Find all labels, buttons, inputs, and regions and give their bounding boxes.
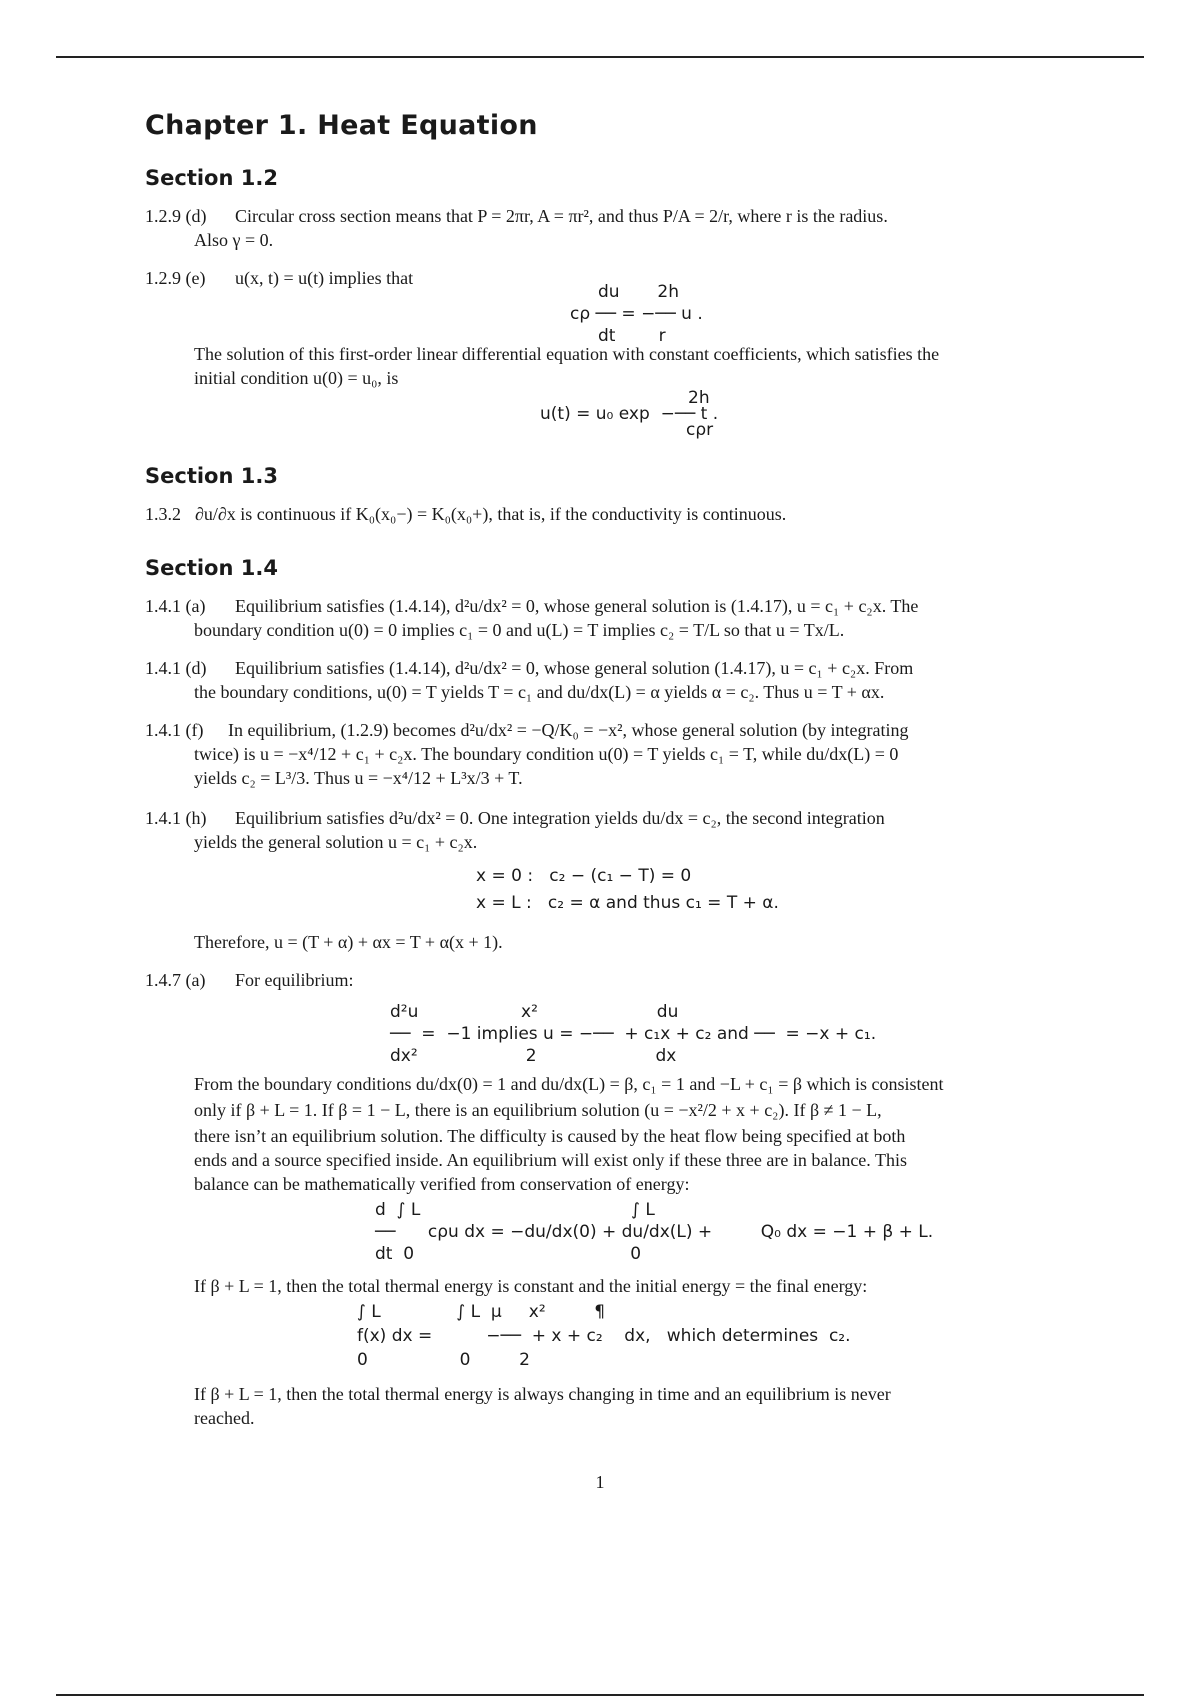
equation-1-2-9e-denominators: dt r — [598, 326, 666, 346]
problem-text-1-4-7a-line3: there isn’t an equilibrium solution. The difficulty is caused by the heat flow being specified at both — [194, 1126, 906, 1146]
problem-text-1-4-1d-line1: Equilibrium satisfies (1.4.14), d²u/dx² = 0, whose general solution (1.4.17), u = c₁ + c₂x. From — [235, 658, 914, 678]
problem-text-1-4-1f-line3: yields c₂ = L³/3. Thus u = −x⁴/12 + L³x/3 + T. — [194, 768, 523, 788]
equation-1-2-9e-solution-denominator: cρr — [686, 420, 714, 440]
problem-text-1-4-1a-line1: Equilibrium satisfies (1.4.14), d²u/dx² = 0, whose general solution is (1.4.17), u = c₁ + c₂x. The — [235, 596, 919, 616]
problem-text-1-2-9e-line2: initial condition u(0) = u₀, is — [194, 368, 399, 388]
problem-text-1-4-1f-line2: twice) is u = −x⁴/12 + c₁ + c₂x. The boundary condition u(0) = T yields c₁ = T, while du/dx(L) = 0 — [194, 744, 899, 764]
equation-1-2-9e-solution: u(t) = u₀ exp −── t . — [540, 404, 719, 424]
equation-1-4-1h-xL: x = L : c₂ = α and thus c₁ = T + α. — [476, 893, 779, 913]
top-rule — [56, 56, 1144, 58]
problem-text-1-4-7a-intro: For equilibrium: — [235, 970, 354, 990]
problem-label-1-4-1f: 1.4.1 (f) — [145, 720, 204, 740]
equation-1-4-7a-top: d²u x² du — [390, 1002, 679, 1022]
equation-1-2-9e-numerators: du 2h — [598, 282, 679, 302]
problem-text-1-2-9e-intro: u(x, t) = u(t) implies that — [235, 268, 414, 288]
equation-energy-main: ── cρu dx = −du/dx(0) + du/dx(L) + Q₀ dx = −1 + β + L. — [375, 1222, 934, 1242]
section-heading-1-4: Section 1.4 — [145, 556, 278, 580]
equation-1-4-1h-x0: x = 0 : c₂ − (c₁ − T) = 0 — [476, 866, 692, 886]
problem-text-1-2-9e-line1: The solution of this first-order linear differential equation with constant coefficients, which satisfies the — [194, 344, 940, 364]
chapter-title: Chapter 1. Heat Equation — [145, 110, 538, 141]
bottom-rule — [56, 1694, 1144, 1696]
problem-text-1-4-7a-line4: ends and a source specified inside. An equilibrium will exist only if these three are in balance. This — [194, 1150, 907, 1170]
problem-label-1-4-1d: 1.4.1 (d) — [145, 658, 207, 678]
problem-text-1-3-2: ∂u/∂x is continuous if K₀(x₀−) = K₀(x₀+), that is, if the conductivity is continuous. — [195, 504, 787, 524]
problem-label-1-2-9e: 1.2.9 (e) — [145, 268, 206, 288]
equation-energy-bottom: dt 0 0 — [375, 1244, 642, 1264]
problem-text-1-4-7a-line7: If β + L = 1, then the total thermal energy is always changing in time and an equilibrium is never — [194, 1384, 891, 1404]
problem-label-1-4-7a: 1.4.7 (a) — [145, 970, 206, 990]
equation-1-4-7a-bottom: dx² 2 dx — [390, 1046, 677, 1066]
problem-text-1-4-7a-line6: If β + L = 1, then the total thermal energy is constant and the initial energy = the final energy: — [194, 1276, 868, 1296]
equation-1-2-9e-solution-numerator: 2h — [688, 388, 710, 408]
problem-text-1-4-1h-conclusion: Therefore, u = (T + α) + αx = T + α(x + 1). — [194, 932, 503, 952]
problem-text-1-2-9d-line1: Circular cross section means that P = 2πr, A = πr², and thus P/A = 2/r, where r is the radius. — [235, 206, 888, 226]
equation-energy-top: d ∫ L ∫ L — [375, 1200, 655, 1220]
section-heading-1-3: Section 1.3 — [145, 464, 278, 488]
problem-text-1-4-1h-line1: Equilibrium satisfies d²u/dx² = 0. One integration yields du/dx = c₂, the second integration — [235, 808, 885, 828]
problem-text-1-4-1h-line2: yields the general solution u = c₁ + c₂x. — [194, 832, 478, 852]
problem-text-1-4-7a-line1: From the boundary conditions du/dx(0) = 1 and du/dx(L) = β, c₁ = 1 and −L + c₁ = β which is consistent — [194, 1074, 944, 1094]
problem-text-1-4-7a-line2: only if β + L = 1. If β = 1 − L, there is an equilibrium solution (u = −x²/2 + x + c₂). If β ≠ 1 − L, — [194, 1100, 882, 1120]
problem-text-1-2-9d-line2: Also γ = 0. — [194, 230, 274, 250]
problem-text-1-4-1f-line1: In equilibrium, (1.2.9) becomes d²u/dx² = −Q/K₀ = −x², whose general solution (by integrating — [228, 720, 909, 740]
problem-label-1-3-2: 1.3.2 — [145, 504, 181, 524]
problem-text-1-4-1d-line2: the boundary conditions, u(0) = T yields T = c₁ and du/dx(L) = α yields α = c₂. Thus u = T + αx. — [194, 682, 885, 702]
section-heading-1-2: Section 1.2 — [145, 166, 278, 190]
equation-1-4-7a-main: ── = −1 implies u = −── + c₁x + c₂ and ── = −x + c₁. — [390, 1024, 877, 1044]
problem-text-1-4-7a-line8: reached. — [194, 1408, 255, 1428]
page-number: 1 — [595, 1472, 605, 1492]
equation-final-energy-bottom: 0 0 2 — [357, 1350, 530, 1370]
equation-final-energy-top: ∫ L ∫ L µ x² ¶ — [357, 1302, 606, 1322]
problem-label-1-2-9d: 1.2.9 (d) — [145, 206, 207, 226]
problem-text-1-4-1a-line2: boundary condition u(0) = 0 implies c₁ = 0 and u(L) = T implies c₂ = T/L so that u = Tx/L. — [194, 620, 845, 640]
equation-1-2-9e-main: cρ ── = −── u . — [570, 304, 703, 324]
problem-text-1-4-7a-line5: balance can be mathematically verified from conservation of energy: — [194, 1174, 690, 1194]
problem-label-1-4-1a: 1.4.1 (a) — [145, 596, 206, 616]
equation-final-energy-main: f(x) dx = −── + x + c₂ dx, which determines c₂. — [357, 1326, 851, 1346]
problem-label-1-4-1h: 1.4.1 (h) — [145, 808, 207, 828]
